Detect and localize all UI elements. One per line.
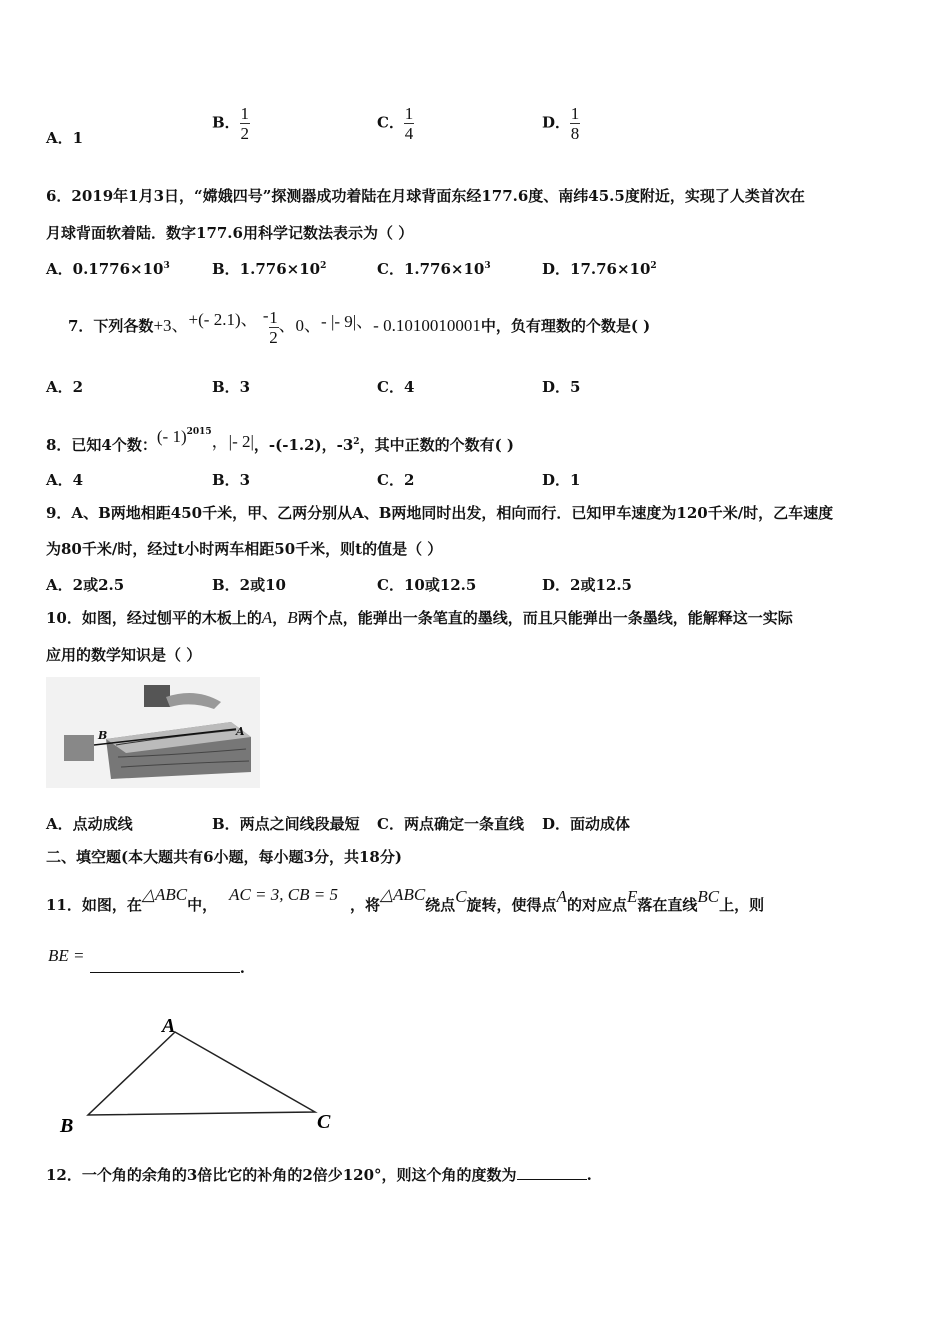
text: 两个点，能弹出一条笔直的墨线，而且只能弹出一条墨线，能解释这一实际 [297,609,793,627]
q9-option-a: A．2或2.5 [46,576,125,594]
number: ，|- 2| [211,432,254,451]
q5-option-b [212,104,250,143]
text: 11．如图，在 [46,896,142,914]
label-a: A [236,725,245,738]
answer-blank[interactable] [90,972,240,973]
number: (- 1) [156,427,187,446]
denominator: 2 [240,124,249,143]
math: AC = 3, CB = 5 [229,885,338,904]
q7-prefix: 7．下列各数 [68,317,154,335]
q5-option-a: A．1 [46,129,84,147]
q10-option-b: B．两点之间线段最短 [212,815,360,833]
math: A [556,887,567,906]
triangle-abc [88,1032,315,1115]
q6-line2: 月球背面软着陆．数字177.6用科学记数法表示为（ ） [46,224,414,242]
q10-option-c: C．两点确定一条直线 [377,815,524,833]
q6-option-a [46,258,170,279]
numerator: 1 [240,104,249,123]
q8-option-b: B．3 [212,471,251,489]
text: ， [272,609,288,627]
math: E [626,887,638,906]
vertex-a: A [162,1015,176,1037]
fraction [269,308,279,347]
q9-option-d: D．2或12.5 [542,576,632,594]
q6-option-c [377,258,491,279]
number: - |- 9|、 [321,312,374,331]
denominator: 4 [404,124,414,143]
text: ，其中正数的个数有( ) [359,436,514,454]
text: 中， [187,896,218,914]
math: △ABC [379,885,426,904]
number: 、0、 [278,316,322,335]
q5-option-c [377,104,414,143]
text: 绕点 [425,896,456,914]
q7-option-c: C．4 [377,378,415,396]
text: 旋转，使得点 [466,896,557,914]
fraction [240,104,250,143]
q9-line1: 9．A、B两地相距450千米，甲、乙两分别从A、B两地同时出发，相向而行．已知甲车速度为120千米/时，乙车速度 [46,504,834,522]
q11-question [46,880,764,920]
q7-option-d: D．5 [542,378,581,396]
q7-suffix: 中，负有理数的个数是( ) [480,317,651,335]
text: 12．一个角的余角的3倍比它的补角的2倍少120°，则这个角的度数为 [46,1166,517,1184]
number: +3、 [153,316,189,335]
triangle-figure [50,1010,350,1140]
exponent: 3 [484,261,491,271]
math: △ABC [141,885,188,904]
q10-option-d: D．面动成体 [542,815,631,833]
numerator: 1 [269,307,278,327]
label: D． [542,113,571,132]
vertex-c: C [317,1111,331,1133]
text: D．17.76×10 [542,260,651,278]
text: 的对应点 [566,896,627,914]
q8-question [46,422,514,455]
q8-option-c: C．2 [377,471,415,489]
period: . [239,959,245,977]
q11-answer [48,946,245,978]
q9-option-b: B．2或10 [212,576,286,594]
text: 落在直线 [637,896,698,914]
q10-option-a: A．点动成线 [46,815,133,833]
q9-option-c: C．10或12.5 [377,576,477,594]
point-a: A [261,608,273,627]
text: B．1.776×10 [212,260,321,278]
q10-line2: 应用的数学知识是（ ） [46,646,202,664]
exponent: 3 [163,261,170,271]
numerator: 1 [404,104,414,123]
q8-option-a: A．4 [46,471,84,489]
wood-plank-illustration [46,677,260,788]
point-b: B [287,608,298,627]
text: ，-(-1.2)，-3 [253,436,354,454]
section-heading: 二、填空题(本大题共有6小题，每小题3分，共18分) [46,848,402,866]
be-label: BE = [48,946,85,965]
label: B． [212,113,240,132]
number: - 0.1010010001 [373,316,481,335]
q8-option-d: D．1 [542,471,581,489]
answer-blank[interactable] [517,1179,587,1180]
denominator: 2 [269,327,278,347]
text: ，将 [349,896,380,914]
q7-option-a: A．2 [46,378,84,396]
q6-option-d [542,258,657,279]
text: C．1.776×10 [377,260,485,278]
denominator: 8 [570,124,580,143]
fraction [570,104,580,143]
text: 上，则 [719,896,765,914]
fraction [404,104,414,143]
q7-option-b: B．3 [212,378,251,396]
exponent: 2 [650,261,657,271]
text: 10．如图，经过刨平的木板上的 [46,609,262,627]
q6-line1: 6．2019年1月3日，“嫦娥四号”探测器成功着陆在月球背面东经177.6度、南纬45.5度附近，实现了人类首次在 [46,187,805,205]
q9-line2: 为80千米/时，经过t小时两车相距50千米，则t的值是（ ） [46,540,443,558]
wood-plank-photo [46,677,260,788]
exponent: 2 [320,261,327,271]
q8-prefix: 8．已知4个数： [46,436,157,454]
numerator: 1 [570,104,580,123]
vertex-b: B [60,1115,74,1137]
period: . [586,1166,592,1184]
exponent: 2 [353,437,360,447]
label-b: B [98,729,108,742]
math: BC [697,887,720,906]
q5-option-d [542,104,580,143]
number: +(- 2.1)、 [188,310,258,329]
text: A．0.1776×10 [46,260,164,278]
q10-line1 [46,608,793,628]
exponent: 2015 [186,427,212,437]
label: C． [377,113,404,132]
q12-question [46,1165,592,1185]
q6-option-b [212,258,326,279]
math: C [455,887,467,906]
sign: - [262,306,269,325]
q7-question [68,296,650,347]
